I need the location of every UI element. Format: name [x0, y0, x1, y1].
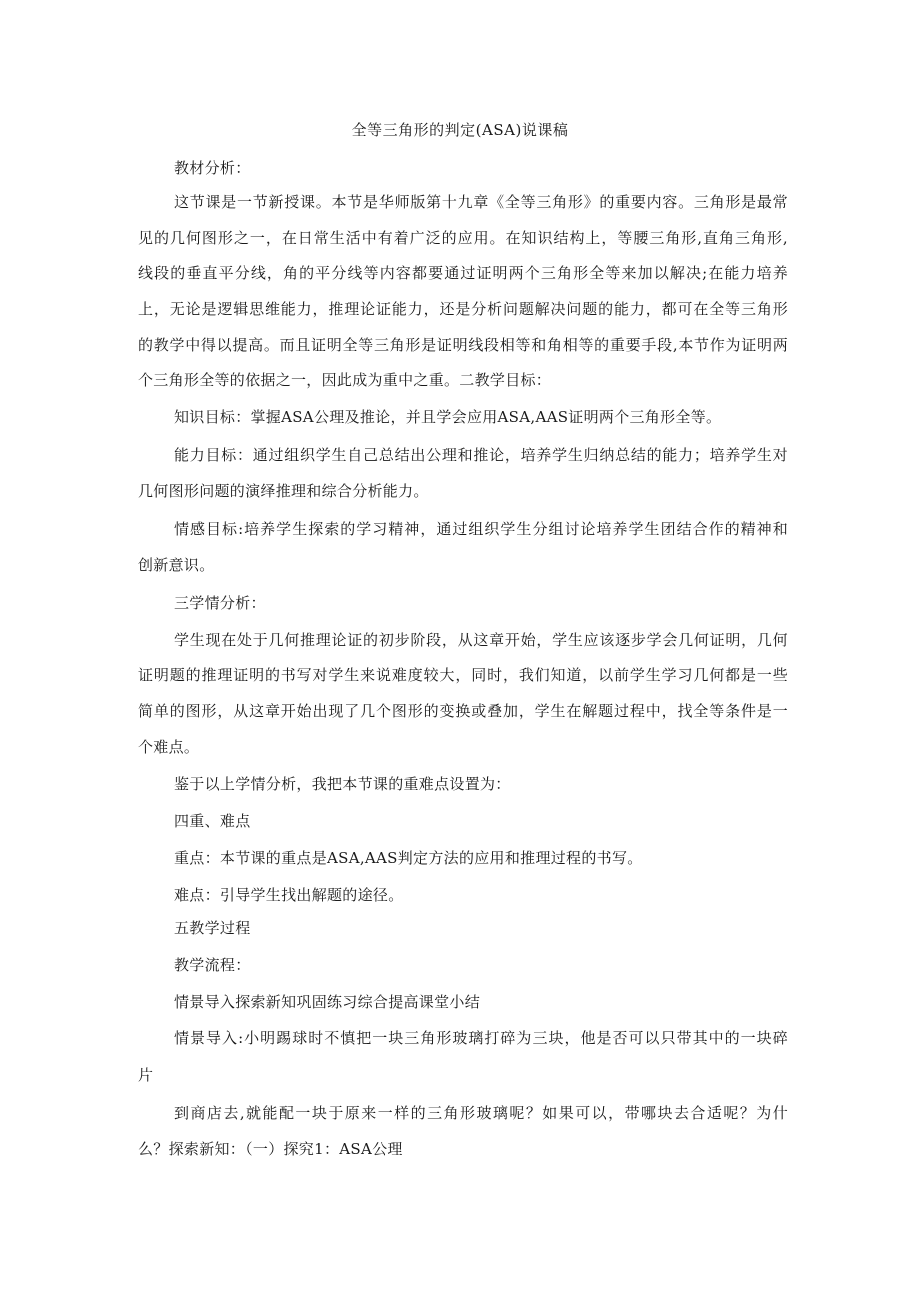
paragraph-line: 这节课是一节新授课。本节是华师版第十九章《全等三角形》的重要内容。三角形是最常 [174, 193, 788, 211]
paragraph-line: 鉴于以上学情分析，我把本节课的重难点设置为： [174, 775, 511, 793]
paragraph-line: 片 [138, 1066, 154, 1084]
paragraph-line: 见的几何图形之一，在日常生活中有着广泛的应用。在知识结构上，等腰三角形,直角三角形, [138, 229, 788, 247]
paragraph-line: 情感目标:培养学生探索的学习精神，通过组织学生分组讨论培养学生团结合作的精神和 [174, 520, 788, 538]
paragraph-line: 个三角形全等的依据之一，因此成为重中之重。二教学目标： [138, 371, 552, 389]
paragraph-line: 知识目标：掌握ASA公理及推论，并且学会应用ASA,AAS证明两个三角形全等。 [174, 408, 722, 426]
paragraph-line: 简单的图形，从这章开始出现了几个图形的变换或叠加，学生在解题过程中，找全等条件是一 [138, 702, 788, 720]
paragraph-line: 情景导入:小明踢球时不慎把一块三角形玻璃打碎为三块，他是否可以只带其中的一块碎 [174, 1029, 788, 1047]
section-heading: 五教学过程 [174, 919, 251, 937]
document-title: 全等三角形的判定(ASA)说课稿 [351, 121, 569, 139]
paragraph-line: 几何图形问题的演绎推理和综合分析能力。 [138, 482, 429, 500]
section-heading: 四重、难点 [174, 812, 251, 830]
paragraph-line: 难点：引导学生找出解题的途径。 [174, 886, 404, 904]
paragraph-line: 个难点。 [138, 738, 200, 756]
paragraph-line: 的教学中得以提高。而且证明全等三角形是证明线段相等和角相等的重要手段,本节作为证明两 [138, 336, 788, 354]
paragraph-line: 教学流程： [174, 956, 251, 974]
paragraph-line: 重点：本节课的重点是ASA,AAS判定方法的应用和推理过程的书写。 [174, 849, 643, 867]
paragraph-line: 能力目标：通过组织学生自己总结出公理和推论，培养学生归纳总结的能力；培养学生对 [174, 446, 788, 464]
paragraph-line: 么？探索新知：（一）探究1：ASA公理 [138, 1140, 403, 1158]
paragraph-line: 线段的垂直平分线，角的平分线等内容都要通过证明两个三角形全等来加以解决;在能力培养 [138, 264, 788, 282]
paragraph-line: 到商店去,就能配一块于原来一样的三角形玻璃呢？如果可以，带哪块去合适呢？为什 [174, 1104, 788, 1122]
paragraph-line: 创新意识。 [138, 556, 215, 574]
paragraph-line: 证明题的推理证明的书写对学生来说难度较大，同时，我们知道，以前学生学习几何都是一些 [138, 666, 788, 684]
section-heading: 三学情分析： [174, 594, 266, 612]
paragraph-line: 上，无论是逻辑思维能力，推理论证能力，还是分析问题解决问题的能力，都可在全等三角形 [138, 300, 788, 318]
section-heading: 教材分析： [174, 159, 251, 177]
paragraph-line: 学生现在处于几何推理论证的初步阶段，从这章开始，学生应该逐步学会几何证明，几何 [174, 631, 788, 649]
paragraph-line: 情景导入探索新知巩固练习综合提高课堂小结 [174, 993, 481, 1011]
